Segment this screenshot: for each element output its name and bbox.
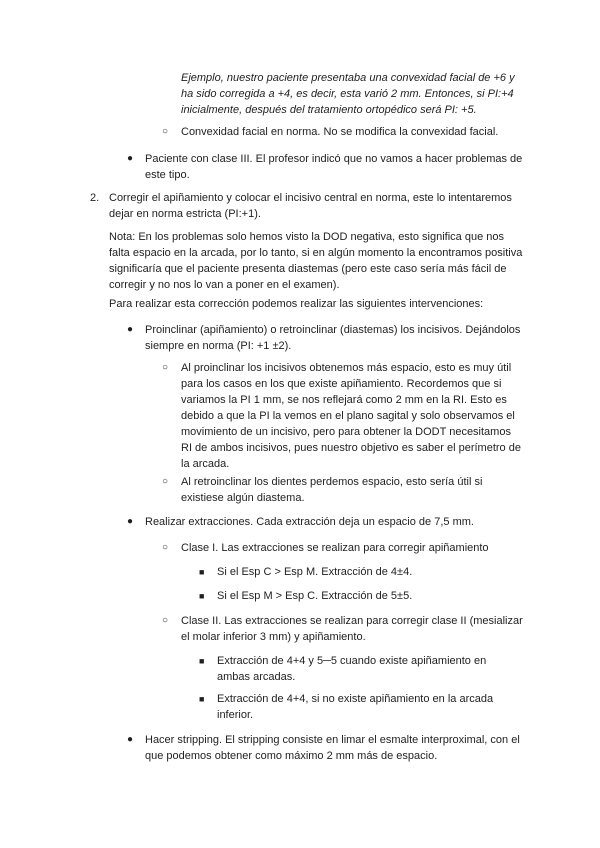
sub-line: Clase II. Las extracciones se realizan para corregir clase II (mesializar [181,615,523,627]
sq-line: ambas arcadas. [217,671,296,683]
sq-line: Extracción de 4+4, si no existe apiñamiento en la arcada [217,693,494,705]
sub-line: RI de ambos incisivos, pues nuestro objetivo es saber el perímetro de [181,442,521,454]
disc-bullet-icon: ● [127,734,134,745]
nota-paragraph [109,229,522,293]
bullet-extracciones: Realizar extracciones. Cada extracción deja un espacio de 7,5 mm. [145,516,474,528]
bullet-proinclinar [145,322,520,354]
sub-item-retroinclinar [181,474,482,506]
example-line: Ejemplo, nuestro paciente presentaba una convexidad facial de +6 y [181,72,515,84]
sq-item-ext-4455 [217,653,486,685]
sub-line: Al retroinclinar los dientes perdemos espacio, esto sería útil si [181,476,483,488]
sq-line: Extracción de 4+4 y 5─5 cuando existe apiñamiento en [217,655,487,667]
sub-line: Al proinclinar los incisivos obtenemos más espacio, esto es muy útil [181,362,512,374]
disc-bullet-icon: ● [127,516,134,527]
square-bullet-icon: ■ [199,656,205,666]
circle-bullet-icon: ○ [162,362,169,373]
circle-bullet-icon: ○ [162,126,169,137]
sub-line: para los casos en los que existe apiñamiento. Recordemos que si [181,378,502,390]
circle-bullet-icon: ○ [162,476,169,487]
bullet-line: este tipo. [145,169,190,181]
square-bullet-icon: ■ [199,567,205,577]
sq-line: inferior. [217,709,254,721]
nota-line: Nota: En los problemas solo hemos visto la DOD negativa, esto significa que nos [109,231,504,243]
sub-line: debido a que la PI la vemos en el plano sagital y solo observamos el [181,410,515,422]
nota-line: falta espacio en la arcada, por lo tanto, si en algún momento la encontramos positiva [109,247,523,259]
sub-item-convexidad: Convexidad facial en norma. No se modifica la convexidad facial. [181,126,499,138]
sub-line: la arcada. [181,458,230,470]
list-number: 2. [90,192,100,204]
sub-item-clase-i: Clase I. Las extracciones se realizan para corregir apiñamiento [181,542,489,554]
sub-line: movimiento de un incisivo, pero para obtener la DODT necesitamos [181,426,511,438]
sub-line: el molar inferior 3 mm) y apiñamiento. [181,631,366,643]
bullet-stripping [145,732,520,764]
bullet-line: que podemos obtener como máximo 2 mm más de espacio. [145,750,438,762]
square-bullet-icon: ■ [199,694,205,704]
circle-bullet-icon: ○ [162,542,169,553]
sub-item-clase-ii [181,613,523,645]
disc-bullet-icon: ● [127,153,134,164]
example-paragraph [181,70,561,118]
sq-item-espm: Si el Esp M > Esp C. Extracción de 5±5. [217,590,413,602]
item-line: dejar en norma estricta (PI:+1). [109,208,261,220]
example-line: inicialmente, después del tratamiento ortopédico será PI: +5. [181,104,477,116]
disc-bullet-icon: ● [127,324,134,335]
bullet-line: Paciente con clase III. El profesor indicó que no vamos a hacer problemas de [145,153,523,165]
sub-item-proinclinar [181,360,521,472]
sq-item-ext-44 [217,691,493,723]
circle-bullet-icon: ○ [162,615,169,626]
list-item-2 [109,190,512,222]
nota-line: significaría que el paciente presenta diastemas (pero este caso sería más fácil de [109,263,507,275]
bullet-clase-iii [145,151,522,183]
bullet-line: siempre en norma (PI: +1 ±2). [145,340,292,352]
sub-line: variamos la PI 1 mm, se nos reflejará como 2 mm en la RI. Esto es [181,394,507,406]
sq-item-espc: Si el Esp C > Esp M. Extracción de 4±4. [217,566,413,578]
bullet-line: Hacer stripping. El stripping consiste en limar el esmalte interproximal, con el [145,734,520,746]
nota-line: corregir y no nos lo van a poner en el examen). [109,279,340,291]
sub-line: existiese algún diastema. [181,492,305,504]
square-bullet-icon: ■ [199,591,205,601]
bullet-line: Proinclinar (apiñamiento) o retroinclinar (diastemas) los incisivos. Dejándolos [145,324,521,336]
intro-paragraph: Para realizar esta corrección podemos realizar las siguientes intervenciones: [109,298,484,310]
item-line: Corregir el apiñamiento y colocar el incisivo central en norma, este lo intentaremos [109,192,512,204]
example-line: ha sido corregida a +4, es decir, esta varió 2 mm. Entonces, si PI:+4 [181,88,514,100]
